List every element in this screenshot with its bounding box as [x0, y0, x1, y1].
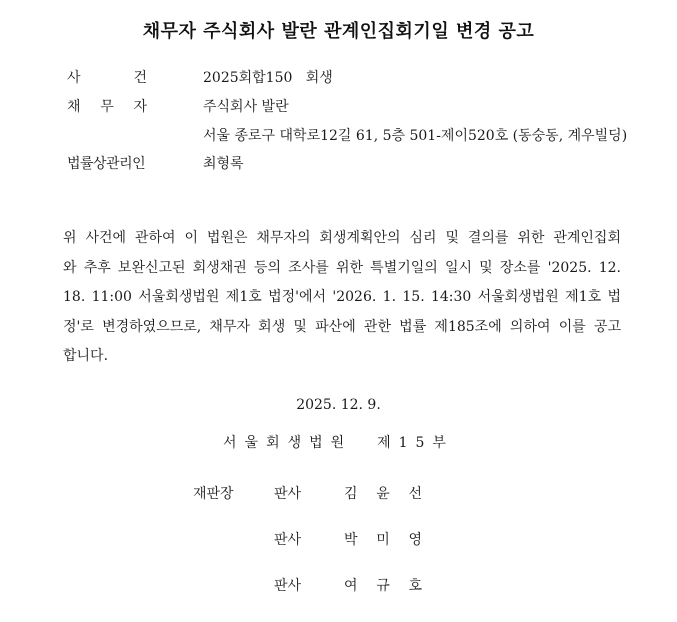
body-line: 18. 11:00 서울회생법원 제1호 법정'에서 '2026. 1. 15. 14:30 서울회생법원 제1호 법: [63, 289, 621, 305]
body-line: 위 사건에 관하여 이 법원은 채무자의 회생계획안의 심리 및 결의를 위한 관계인집회: [63, 230, 621, 246]
notice-body: [63, 224, 621, 372]
notice-date: 2025. 12. 9.: [296, 397, 381, 413]
administrator-label: 법률상관리인: [67, 156, 146, 172]
judge-name: [344, 530, 422, 550]
judge-row: [0, 484, 677, 504]
judge-row: [0, 530, 677, 550]
judge-name-char: 여: [344, 578, 358, 594]
administrator-name: 최형록: [203, 156, 244, 172]
judge-role: 재판장: [193, 486, 234, 502]
judge-name-char: 호: [408, 578, 422, 594]
judge-name-char: 윤: [376, 486, 390, 502]
debtor-label-char: 자: [133, 99, 147, 115]
judge-name-char: 김: [344, 486, 358, 502]
debtor-label: [67, 97, 147, 117]
body-line: 정'로 변경하였으므로, 채무자 회생 및 파산에 관한 법률 제185조에 의하여 이를 공고: [63, 318, 621, 335]
judge-name-char: 박: [344, 532, 358, 548]
body-line: 와 추후 보완신고된 회생채권 등의 조사를 위한 특별기일의 일시 및 장소를 '2025. 12.: [63, 259, 621, 276]
debtor-address: 서울 종로구 대학로12길 61, 5층 501-제이520호 (동숭동, 계우빌딩): [203, 128, 628, 144]
judge-title: 판사: [274, 532, 302, 548]
body-line: 합니다.: [63, 348, 109, 364]
case-label: [67, 68, 147, 88]
judge-name-char: 선: [408, 486, 422, 502]
case-label-char: 건: [133, 70, 147, 86]
judge-name-char: 영: [408, 532, 422, 548]
debtor-label-char: 무: [100, 99, 114, 115]
judge-name-char: 규: [376, 578, 390, 594]
case-number: 2025회합150 회생: [203, 70, 333, 86]
judge-row: [0, 576, 677, 596]
case-label-char: 사: [67, 70, 81, 86]
debtor-name: 주식회사 발란: [203, 99, 289, 115]
judge-name: [344, 576, 422, 596]
judge-name-char: 미: [376, 532, 390, 548]
judge-name: [344, 484, 422, 504]
judge-title: 판사: [274, 578, 302, 594]
notice-title: 채무자 주식회사 발란 관계인집회기일 변경 공고: [142, 21, 535, 42]
debtor-label-char: 채: [67, 99, 81, 115]
judge-title: 판사: [274, 486, 302, 502]
court-name: 서울회생법원 제15부: [223, 435, 454, 451]
